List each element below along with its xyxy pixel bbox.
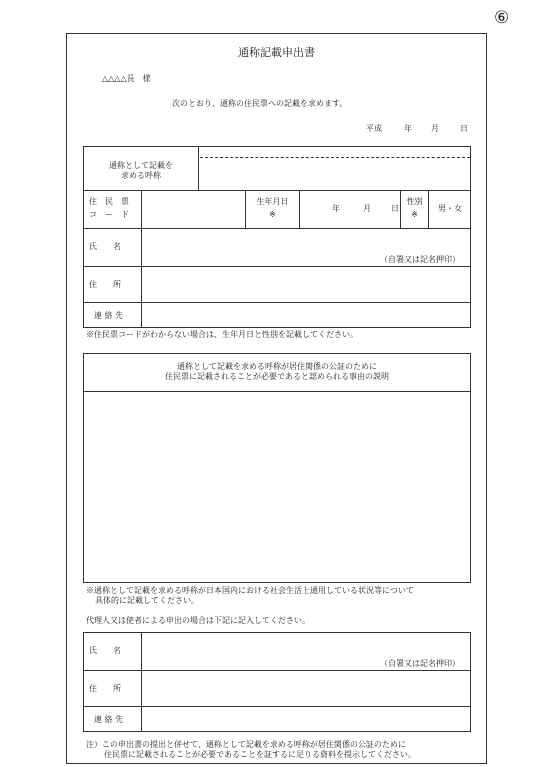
form-title: 通称記載申出書 xyxy=(238,46,315,59)
date-day: 日 xyxy=(460,124,468,133)
name-note: （自署又は記名押印） xyxy=(380,255,460,264)
resident-code-note: ※住民票コードがわからない場合は、生年月日と性別を記載してください。 xyxy=(86,330,358,339)
proxy-name-note: （自署又は記名押印） xyxy=(380,659,460,668)
date-era: 平成 xyxy=(366,124,382,133)
proxy-note: 代理人又は使者による申出の場合は下記に記入してください。 xyxy=(86,616,310,625)
proxy-contact-label: 連 絡 先 xyxy=(94,715,124,724)
address-input[interactable] xyxy=(142,267,470,301)
date-year: 年 xyxy=(404,124,412,133)
gender-options[interactable]: 男・女 xyxy=(438,204,462,213)
birth-month: 月 xyxy=(363,204,371,213)
gender-label: 性別 ※ xyxy=(406,197,423,219)
proxy-contact-input[interactable] xyxy=(142,707,470,731)
addressee: △△△△長 様 xyxy=(102,74,151,83)
birth-day: 日 xyxy=(391,204,399,213)
birth-year: 年 xyxy=(332,204,340,213)
resident-code-input[interactable] xyxy=(142,191,244,227)
footnote: 注）この申出書の提出と併せて、通称として記載を求める呼称が居住関係の公証のために 住民票に記載されることが必要であることを証するに足りる資料を提示してください。 xyxy=(86,740,416,759)
proxy-address-label: 住 所 xyxy=(89,684,121,693)
alias-input[interactable] xyxy=(200,147,470,189)
request-text: 次のとおり、通称の住民票への記載を求めます。 xyxy=(172,99,348,108)
alias-label: 通称として記載を 求める呼称 xyxy=(109,161,173,180)
usage-note: ※通称として記載を求める呼称が日本国内における社会生活上通用している状況等について 具体的に記載してください。 xyxy=(86,586,414,605)
page-number: ⑥ xyxy=(494,8,510,28)
contact-label: 連 絡 先 xyxy=(94,311,124,320)
resident-code-label: 住 民 票 コ ー ド xyxy=(89,197,129,219)
date-month: 月 xyxy=(431,124,439,133)
name-label: 氏 名 xyxy=(89,242,121,251)
reason-header: 通称として記載を求める呼称が居住関係の公証のために 住民票に記載されることが必要であると認められる事由の説明 xyxy=(165,362,389,381)
birth-label: 生年月日 ※ xyxy=(256,197,289,219)
contact-input[interactable] xyxy=(142,303,470,327)
proxy-name-label: 氏 名 xyxy=(89,646,121,655)
address-label: 住 所 xyxy=(89,280,121,289)
proxy-address-input[interactable] xyxy=(142,671,470,705)
reason-input[interactable] xyxy=(84,392,470,582)
